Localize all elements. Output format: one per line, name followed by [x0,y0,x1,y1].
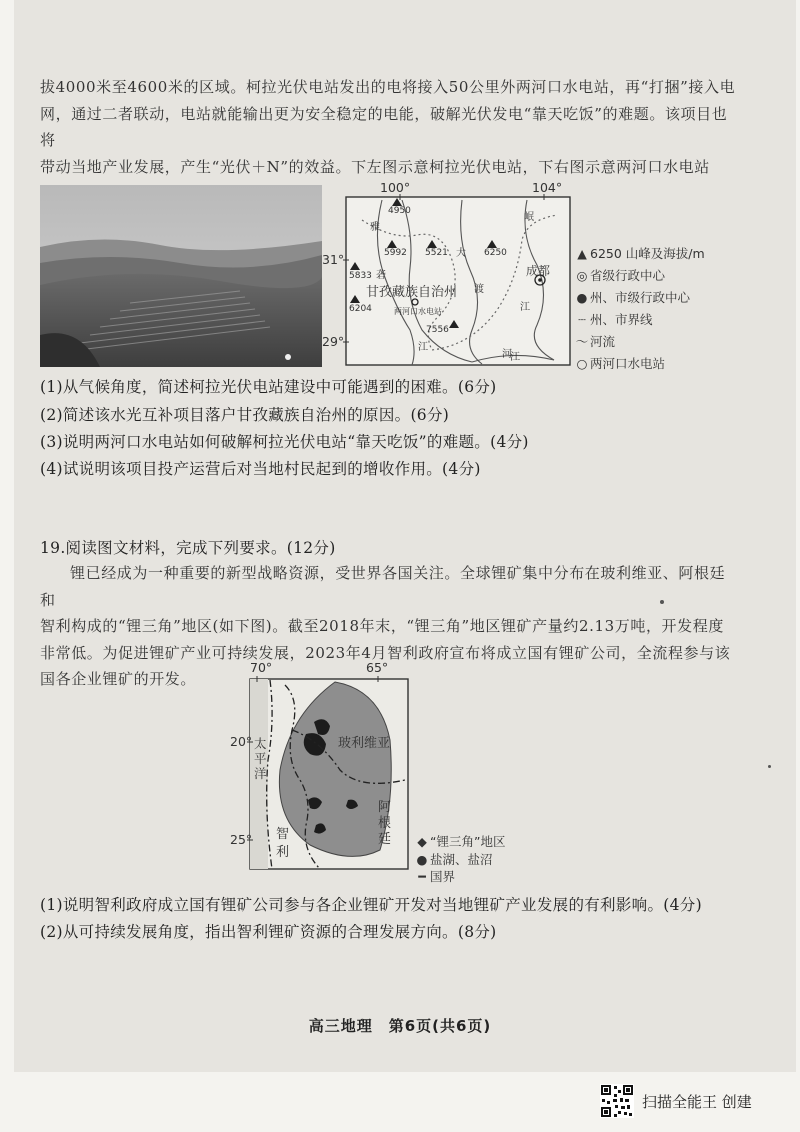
peak-elevation: 4950 [388,206,411,216]
river-label: 雅 [370,222,380,233]
chile-label: 智 利 [276,827,290,860]
legend-item: ● 州、市级行政中心 [574,288,690,306]
page-footer: 高三地理 第6页(共6页) [308,1017,492,1035]
q19-line: 锂已经成为一种重要的新型战略资源，受世界各国关注。全球锂矿集中分布在玻利维亚、阿根廷和 [40,564,726,609]
provincial-center-icon: ◎ [576,268,588,283]
lon-label: 65° [366,660,389,675]
intro-line: 带动当地产业发展，产生“光伏＋N”的效益。下左图示意柯拉光伏电站，下右图示意两河口水电站 [40,157,710,176]
legend-item: ┈ 州、市界线 [574,310,653,328]
lithium-triangle-map [230,660,530,882]
river-label: 岷 [524,212,534,223]
q19-line: 非常低。为促进锂矿产业可持续发展，2023年4月智利政府宣布将成立国有锂矿公司，全流程参与该 [40,643,731,662]
pv-station-photo [40,185,322,367]
lat-label: 29° [322,334,345,349]
river-label: 河 [502,349,512,360]
legend-item: ▲ 6250 山峰及海拔/m [574,244,705,262]
city-label: 成都 [526,264,551,278]
legend-item: ◎ 省级行政中心 [574,266,665,284]
peak-elevation: 6204 [349,304,372,314]
river-label: 江 [510,352,520,363]
river-line-icon: 〜 [575,334,589,349]
legend-item: ○ 两河口水电站 [574,354,665,372]
legend-item: ◆ “锂三角”地区 [414,832,505,850]
lon-label: 104° [532,180,563,195]
lon-label: 100° [380,180,411,195]
legend-item: ━ 国界 [414,867,455,885]
river-label: 渡 [474,284,484,295]
river-label: 江 [520,302,530,313]
qr-code-icon [600,1084,634,1118]
question-18-3: (3)说明两河口水电站如何破解柯拉光伏电站“靠天吃饭”的难题。(4分) [40,433,529,451]
peak-elevation: 5992 [384,248,407,258]
lianghekou-location-map [322,180,705,371]
lat-label: 31° [322,252,345,267]
peak-triangle-icon: ▲ [577,246,587,261]
peak-elevation: 5833 [349,271,372,281]
argentina-label: 阿 根 廷 [378,800,392,847]
lat-label: 20° [230,734,253,749]
legend-item: ● 盐湖、盐沼 [414,850,493,868]
legend-item: 〜 河流 [575,334,616,349]
scanner-text: 扫描全能王 创建 [642,1092,752,1111]
q19-line: 智利构成的“锂三角”地区(如下图)。截至2018年末，“锂三角”地区锂矿产量约2.13万吨，开发程度 [40,617,724,635]
peak-elevation: 6250 [484,248,507,258]
region-label: 甘孜藏族自治州 [366,285,458,300]
question-18-4: (4)试说明该项目投产运营后对当地村民起到的增收作用。(4分) [40,460,481,478]
question-18-1: (1)从气候角度，简述柯拉光伏电站建设中可能遇到的困难。(6分) [40,378,497,396]
intro-line: 网，通过二者联动，电站就能输出更为安全稳定的电能，破解光伏发电“靠天吃饭”的难题。该项目也将 [40,104,728,149]
lat-label: 25° [230,832,253,847]
q19-line: 国各企业锂矿的开发。 [40,670,197,688]
speck [768,765,771,768]
speck [660,600,664,604]
station-label: 两河口水电站 [394,307,442,316]
national-border-icon: ━ [418,869,426,884]
lon-label: 70° [250,660,273,675]
river-label: 大 [456,248,466,259]
salt-lake-icon: ● [416,852,428,867]
scanner-watermark [600,1083,752,1119]
ocean-label: 太 平 洋 [254,736,267,781]
question-19-2: (2)从可持续发展角度，指出智利锂矿资源的合理发展方向。(8分) [40,923,497,941]
peak-elevation: 7556 [426,325,449,335]
station-circle-icon: ○ [576,356,588,371]
peak-elevation: 5521 [425,248,448,258]
river-label: 江 [418,342,428,353]
question-19-heading: 19.阅读图文材料，完成下列要求。(12分) [40,539,336,557]
boundary-dots-icon: ┈ [578,312,586,327]
river-label: 砻 [376,270,386,281]
intro-line: 拔4000米至4600米的区域。柯拉光伏电站发出的电将接入50公里外两河口水电站，再“打捆”接入电 [40,78,736,96]
question-19-1: (1)说明智利政府成立国有锂矿公司参与各企业锂矿开发对当地锂矿产业发展的有利影响。(4分) [40,896,702,914]
prefecture-center-icon: ● [576,290,588,305]
question-18-2: (2)简述该水光互补项目落户甘孜藏族自治州的原因。(6分) [40,406,450,424]
bolivia-label: 玻利维亚 [338,736,391,751]
triangle-region-icon: ◆ [417,834,427,849]
